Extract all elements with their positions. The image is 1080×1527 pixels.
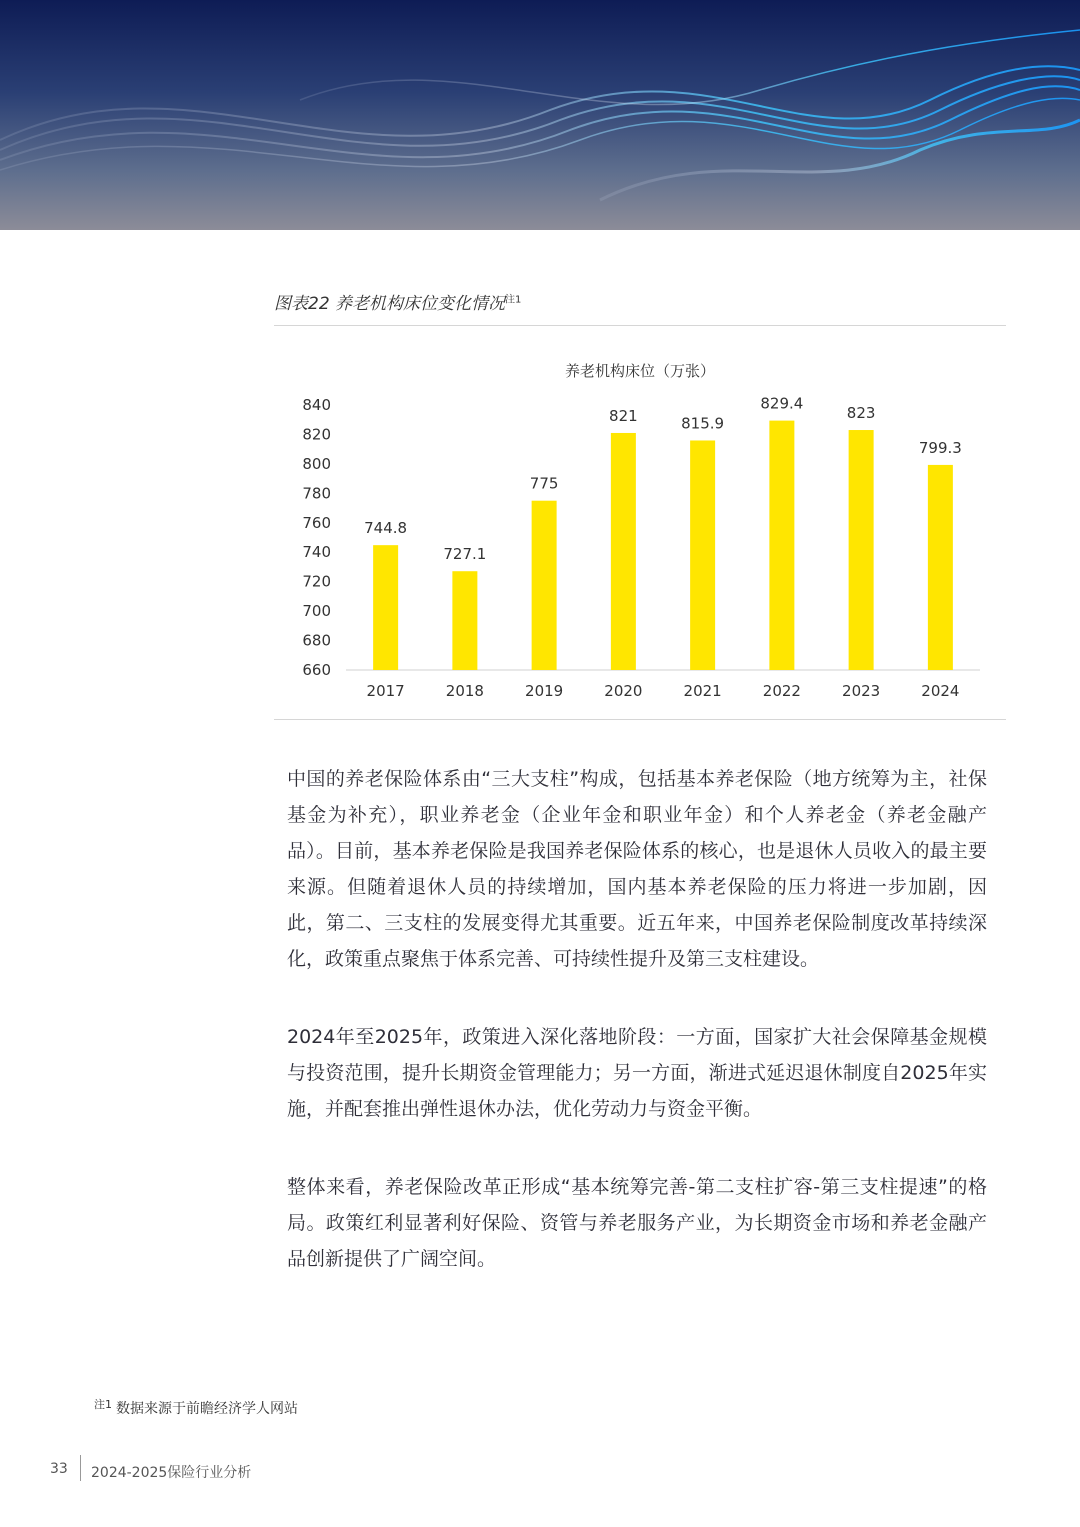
x-tick-label-2024: 2024 [921,682,960,700]
data-label-2021: 815.9 [681,414,725,433]
y-tick-label: 680 [302,631,331,650]
y-tick-label: 660 [302,661,331,679]
x-tick-label-2019: 2019 [525,682,564,700]
paragraph-3: 整体来看，养老保险改革正形成“基本统筹完善-第二支柱扩容-第三支柱提速”的格局。政策红利显著利好保险、资管与养老服务产业，为长期资金市场和养老金融产品创新提供了广阔空间。 [287,1176,987,1270]
y-tick-label: 780 [302,484,331,503]
x-tick-label-2023: 2023 [842,682,881,700]
y-tick-label: 740 [302,543,331,562]
x-tick-label-2017: 2017 [366,682,405,700]
figure-bottom-rule [274,719,1006,720]
header-banner-image [0,0,1080,230]
footer-doc-title: 2024-2025保险行业分析 [91,1465,252,1481]
x-tick-label-2021: 2021 [683,682,722,700]
data-label-2024: 799.3 [918,438,962,457]
figure-title [274,289,521,314]
y-tick-label: 820 [302,425,331,444]
x-tick-label-2020: 2020 [604,682,643,700]
bar-2018 [452,571,477,670]
y-tick-label: 760 [302,513,331,532]
y-tick-label: 720 [302,572,331,591]
bar-2024 [928,465,953,670]
figure-note-marker: 注1 [505,294,522,306]
footnote [94,1396,298,1418]
bar-chart [274,330,1006,715]
x-tick-label-2022: 2022 [762,682,801,700]
wave-graphic [0,0,1080,230]
page-number: 33 [50,1461,68,1477]
y-tick-label: 800 [302,454,331,473]
paragraph-2: 2024年至2025年，政策进入深化落地阶段：一方面，国家扩大社会保障基金规模与投资范围，提升长期资金管理能力；另一方面，渐进式延迟退休制度自2025年实施，并配套推出弹性退休办法，优化劳动力与资金平衡。 [287,1026,987,1120]
footnote-marker: 注1 [94,1398,112,1411]
data-label-2018: 727.1 [443,545,487,564]
bar-2021 [690,440,715,670]
data-label-2022: 829.4 [760,394,804,413]
data-label-2017: 744.8 [364,519,408,538]
chart-title: 养老机构床位（万张） [564,362,716,380]
paragraph-1: 中国的养老保险体系由“三大支柱”构成，包括基本养老保险（地方统筹为主，社保基金为补充），职业养老金（企业年金和职业年金）和个人养老金（养老金融产品）。目前，基本养老保险是我国养老保险体系的核心，也是退休人员收入的最主要来源。但随着退休人员的持续增加，国内基本养老保险的压力将进一步加剧，因此，第二、三支柱的发展变得尤其重要。近五年来，中国养老保险制度改革持续深化，政策重点聚焦于体系完善、可持续性提升及第三支柱建设。 [287,768,987,970]
figure-top-rule [274,325,1006,326]
x-tick-label-2018: 2018 [445,682,484,700]
bar-2022 [769,421,794,670]
data-label-2020: 821 [609,406,638,425]
y-tick-label: 840 [302,396,331,414]
data-label-2019: 775 [529,474,559,493]
figure-title-text: 图表22 养老机构床位变化情况 [274,294,506,314]
bar-2017 [373,545,398,670]
bar-2023 [849,430,874,670]
bar-2019 [532,501,557,670]
footer-divider [80,1455,81,1481]
data-label-2023: 823 [846,404,876,423]
y-tick-label: 700 [302,602,331,621]
footnote-text: 数据来源于前瞻经济学人网站 [116,1401,298,1417]
bar-2020 [611,433,636,670]
